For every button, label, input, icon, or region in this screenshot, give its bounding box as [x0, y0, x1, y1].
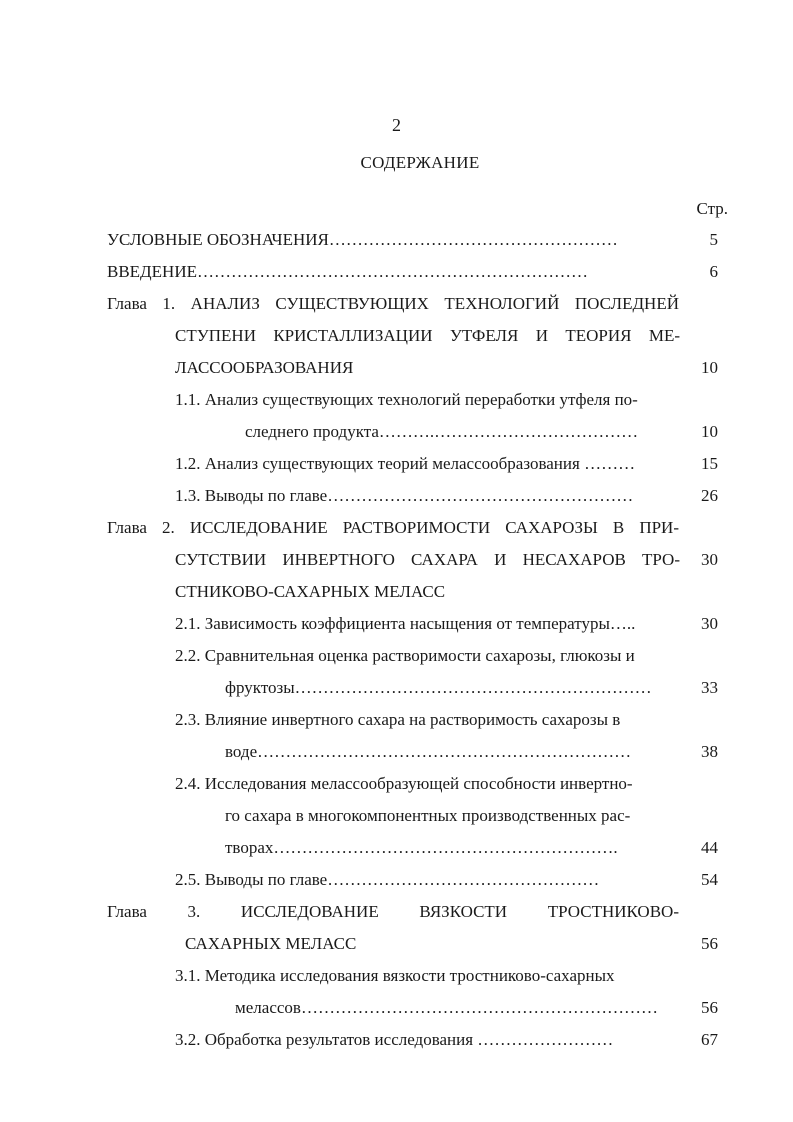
toc-section-line: воде…………………………………………………………: [225, 742, 632, 761]
toc-chapter-line: СУТСТВИИ ИНВЕРТНОГО САХАРА И НЕСАХАРОВ ТРО-: [175, 550, 680, 569]
toc-entry-page: 10: [701, 422, 718, 441]
page-column-header: Стр.: [696, 199, 728, 218]
toc-section-line: 2.1. Зависимость коэффициента насыщения от температуры…..: [175, 614, 636, 633]
toc-entry-page: 56: [701, 998, 718, 1017]
toc-entry-page: 15: [701, 454, 718, 473]
toc-entry-page: 30: [701, 614, 718, 633]
toc-entry-text: ВВЕДЕНИЕ……………………………………………………………: [107, 262, 588, 281]
page-number: 2: [392, 115, 401, 135]
toc-title: СОДЕРЖАНИЕ: [360, 153, 480, 172]
toc-section-line: 1.2. Анализ существующих теорий мелассообразования ………: [175, 454, 636, 473]
toc-section-line: фруктозы………………………………………………………: [225, 678, 652, 697]
toc-entry-page: 54: [701, 870, 718, 889]
toc-chapter-line: САХАРНЫХ МЕЛАСС: [185, 934, 357, 953]
toc-section-line: 3.2. Обработка результатов исследования ……………………: [175, 1030, 614, 1049]
toc-chapter-line: СТУПЕНИ КРИСТАЛЛИЗАЦИИ УТФЕЛЯ И ТЕОРИЯ МЕ-: [175, 326, 680, 345]
toc-entry-page: 38: [701, 742, 718, 761]
toc-chapter-line: Глава 2. ИССЛЕДОВАНИЕ РАСТВОРИМОСТИ САХАРОЗЫ В ПРИ-: [107, 518, 679, 537]
toc-entry-page: 6: [709, 262, 718, 281]
toc-section-line: 2.5. Выводы по главе…………………………………………: [175, 870, 600, 889]
toc-chapter-line: Глава 3. ИССЛЕДОВАНИЕ ВЯЗКОСТИ ТРОСТНИКОВО-: [107, 902, 679, 921]
toc-entry-page: 5: [709, 230, 718, 249]
toc-entry-text: УСЛОВНЫЕ ОБОЗНАЧЕНИЯ……………………………………………: [107, 230, 618, 249]
toc-entry-page: 44: [701, 838, 718, 857]
toc-entry-page: 26: [701, 486, 718, 505]
toc-section-line: 2.2. Сравнительная оценка растворимости сахарозы, глюкозы и: [175, 646, 635, 665]
toc-entry-page: 56: [701, 934, 718, 953]
toc-section-line: мелассов………………………………………………………: [235, 998, 658, 1017]
toc-section-line: 2.4. Исследования мелассообразующей способности инвертно-: [175, 774, 633, 793]
toc-entry-page: 33: [701, 678, 718, 697]
toc-section-line: 1.1. Анализ существующих технологий переработки утфеля по-: [175, 390, 638, 409]
toc-entry-page: 67: [701, 1030, 718, 1049]
toc-entry-page: 30: [701, 550, 718, 569]
toc-section-line: 3.1. Методика исследования вязкости тростниково-сахарных: [175, 966, 615, 985]
toc-section-line: го сахара в многокомпонентных производственных рас-: [225, 806, 631, 825]
toc-chapter-line: Глава 1. АНАЛИЗ СУЩЕСТВУЮЩИХ ТЕХНОЛОГИЙ ПОСЛЕДНЕЙ: [107, 294, 679, 313]
toc-section-line: творах…………………………………………………….: [225, 838, 618, 857]
toc-chapter-line: СТНИКОВО-САХАРНЫХ МЕЛАСС: [175, 582, 446, 601]
toc-chapter-line: ЛАССООБРАЗОВАНИЯ: [175, 358, 354, 377]
toc-section-line: 1.3. Выводы по главе………………………………………………: [175, 486, 634, 505]
toc-entry-page: 10: [701, 358, 718, 377]
toc-section-line: следнего продукта……….………………………………: [245, 422, 639, 441]
toc-section-line: 2.3. Влияние инвертного сахара на растворимость сахарозы в: [175, 710, 621, 729]
